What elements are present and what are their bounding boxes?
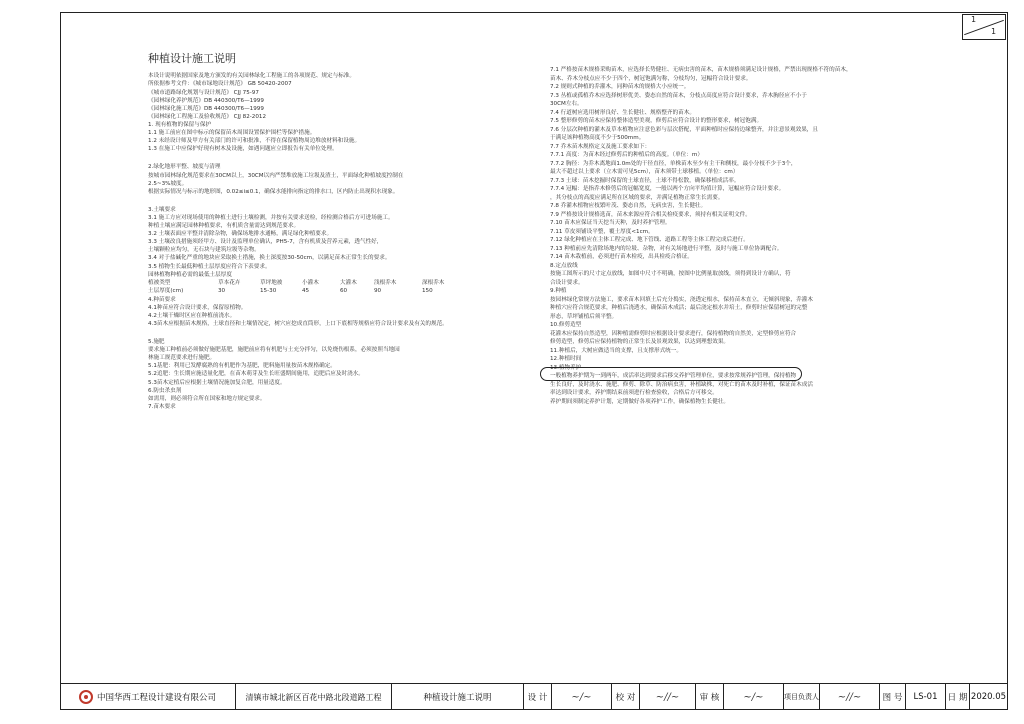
- table-caption: 园林植物种植必需的最低土层厚度: [148, 271, 232, 278]
- text-line: 最大不超过以上要求（立木需可见5cm），苗木须带土球移植。（单位：cm）: [550, 169, 739, 175]
- text-line: 合设计要求。: [550, 279, 584, 286]
- manager-label-cell: [784, 684, 820, 710]
- text-line: 3.4 对于盐碱化严重的地块应采取换土措施，换土深度按30-50cm，以满足苗木正常生长的要求。: [148, 255, 391, 262]
- table-header: 植被类型: [148, 279, 171, 286]
- table-header: 深根乔木: [422, 279, 445, 286]
- date-label-cell: [946, 684, 970, 710]
- intro-block: [148, 72, 528, 121]
- text-line: 林施工规范要求进行施肥。: [148, 355, 216, 362]
- text-line: 率达到设计要求，养护期结束前须进行检查验收，合格后方可移交。: [550, 390, 718, 396]
- drawing-cell: [392, 684, 524, 710]
- date-value: 2020.05: [970, 692, 1007, 702]
- text-line: 1.2 未经设计师及甲方有关部门的许可和批准，不得在保留植物周边堆放材料和设施。: [148, 138, 361, 145]
- drawing-number: LS-01: [913, 692, 938, 702]
- check-label: 校 对: [615, 693, 636, 703]
- text-line: 种植穴应符合规范要求，种植后浇透水，确保苗木成活；最后浇定根水并培土，修剪时应保留树冠的完整: [550, 305, 808, 311]
- dwgno-cell: [906, 684, 946, 710]
- table-header: 小灌木: [302, 279, 319, 286]
- text-line: 13.植物养护: [550, 364, 582, 371]
- company-cell: [60, 684, 236, 710]
- table-cell: 90: [374, 288, 382, 295]
- text-line: 7.7.3 土球：苗木挖掘时保留的土球直径，土球不得松散，确保移植成活率。: [550, 177, 740, 184]
- text-line: 本设计说明依据国家及地方颁发的有关园林绿化工程施工的各项规范、规定与标准。: [148, 73, 355, 80]
- manager-signature: ~//~: [837, 691, 862, 703]
- manager-signature-cell: [820, 684, 880, 710]
- text-line: 于满足该种植物高度不少于500mm。: [550, 135, 645, 141]
- text-line: 按施工图所示的尺寸定点放线，如图中尺寸不明确，按图中比例量取放线，须得到设计方确认，符: [550, 271, 791, 277]
- text-line: 7.4 行道树应选用树形良好、生长健壮、规格整齐的苗木。: [550, 109, 695, 116]
- text-line: 3.3 土壤改良措施须经甲方、设计及监理单位确认，PH5-7，含有机质及营养元素，透气性好，: [148, 239, 383, 246]
- design-signature: ~/~: [571, 691, 592, 703]
- text-line: 《园林绿化养护规范》DB 440300/T6—1999: [148, 97, 264, 104]
- text-line: 3.2 土壤表面应平整并清除杂物，确保场地排水通畅，满足绿化种植要求。: [148, 231, 333, 238]
- text-line: 7.苗木要求: [148, 403, 176, 410]
- text-line: 2.绿化地形平整、坡度与清理: [148, 164, 221, 171]
- text-line: 种植土壤应满足园林种植要求，有机质含量需达到规范要求。: [148, 223, 300, 230]
- text-line: 《城市道路绿化规划与设计规范》 CJJ 75-97: [148, 89, 259, 96]
- table-cell: 30: [218, 288, 226, 295]
- date-cell: [970, 684, 1007, 710]
- dwgno-label-cell: [880, 684, 906, 710]
- text-line: 养护期间须制定养护计划，定期做好各项养护工作，确保植物生长健壮。: [550, 398, 730, 405]
- highlight-oval: [540, 367, 802, 381]
- text-line: 一般植物养护期为一到两年，成活率达到要求后移交养护管理单位，要求按常规养护管理，保持植物: [550, 373, 797, 379]
- soil-depth-table: [148, 271, 528, 296]
- review-signature: ~/~: [743, 691, 764, 703]
- table-header: 草坪地被: [260, 279, 283, 286]
- table-cell: 150: [422, 288, 433, 295]
- table-cell: 土层厚度(cm): [148, 288, 184, 295]
- text-line: 5.施肥: [148, 339, 165, 346]
- text-line: 4.种苗要求: [148, 296, 176, 303]
- text-line: 30CM左右。: [550, 101, 583, 107]
- check-signature: ~//~: [655, 691, 680, 703]
- text-line: 7.7.1 高度：为苗木经过修剪后的种植后的高度。（单位：m）: [550, 152, 703, 158]
- text-line: 如需用，则必须符合所在国家和地方规定要求。: [148, 395, 266, 402]
- text-line: 3.5 植物生长最低种植土层厚度应符合下表要求。: [148, 263, 271, 270]
- text-line: 按城市园林绿化规范要求在30CM以上，30CM以内严禁堆放施工垃圾及渣土，平面绿化种植坡度控制在: [148, 172, 404, 179]
- design-label-cell: [524, 684, 552, 710]
- text-line: 生长良好，及时浇水、施肥、修剪、除草、防治病虫害，补植缺株，对死亡的苗木及时补植，保证苗木成活: [550, 381, 813, 388]
- text-line: 6.防虫杀虫剂: [148, 387, 182, 394]
- text-line: ，其分枝点的高度应满足所在区域的要求，并满足植物正常生长需要。: [550, 194, 724, 201]
- manager-label: 项目负责人: [784, 693, 819, 701]
- text-line: 1. 现有植物的保留与保护: [148, 121, 212, 128]
- check-label-cell: [612, 684, 640, 710]
- page-total: 1: [991, 27, 997, 36]
- text-line: 10.修剪造型: [550, 322, 582, 328]
- text-line: 3.土壤要求: [148, 206, 176, 213]
- text-line: 11.种植后，大树应做适当的支撑，且支撑形式统一。: [550, 347, 682, 354]
- text-line: 12.种植时间: [550, 356, 582, 362]
- page-title: 种植设计施工说明: [148, 52, 236, 65]
- text-line: 7.5 整形修剪的苗木应保持整体造型美观，修剪后应符合设计的整形要求，树冠饱满。: [550, 118, 763, 124]
- text-line: 7.11 草皮须铺设平整，覆土厚度<1cm。: [550, 228, 654, 235]
- project-cell: [236, 684, 392, 710]
- table-header: 浅根乔木: [374, 279, 397, 286]
- review-signature-cell: [724, 684, 784, 710]
- page-current: 1: [971, 15, 977, 24]
- text-line: 7.10 苗木应保证当天挖当天种，及时养护管理。: [550, 220, 671, 226]
- design-label: 设 计: [527, 693, 548, 703]
- text-line: 7.13 种植前应先清除场地内的垃圾、杂物，对有关场地进行平整，及时与施工单位协调配合。: [550, 245, 783, 252]
- text-line: 7.12 绿化种植应在主体工程完成、地下管线、道路工程等主体工程完成后进行。: [550, 237, 749, 243]
- text-line: 苗木、乔木分枝点应不少于四个，树冠饱满匀称，分枝均匀，冠幅符合设计要求。: [550, 75, 752, 82]
- date-label: 日 期: [947, 693, 968, 703]
- text-line: 修剪造型，修剪后应保持植物的正常生长及景观效果，以达到理想效果。: [550, 339, 730, 345]
- table-cell: 60: [340, 288, 348, 295]
- text-line: 《园林绿化工程施工及验收规范》 CJJ 82-2012: [148, 113, 267, 120]
- text-line: 所依据参考文件：《城市绿地设计规范》 GB 50420-2007: [148, 81, 292, 88]
- highlighted-line: 7.14 苗木栽植前，必须进行苗木检疫，出具检疫合格证。: [550, 254, 693, 260]
- text-line: 5.1基肥：利用已发酵腐熟的有机肥作为基肥，肥料施用量按苗木规格确定。: [148, 363, 336, 370]
- project-name: 清镇市城北新区百花中路北段道路工程: [245, 692, 382, 702]
- company-logo-icon: [79, 690, 93, 704]
- text-line: 7.8 乔灌木植物应枝繁叶茂、姿态自然，无病虫害，生长健壮。: [550, 203, 707, 209]
- review-label: 审 核: [699, 693, 720, 703]
- text-line: 1.1 施工前应在图中标示的保留苗木周围设置保护围栏等保护措施。: [148, 130, 316, 137]
- text-line: 7.6 分层次种植的灌木及草本植物应注意色彩与层次搭配，平面种植时应保持边缘整齐，并注意景观效果，且: [550, 126, 818, 133]
- text-line: 8.定点放线: [550, 262, 578, 269]
- text-line: 根据实际情况与标示的地形图，0.02≤i≤0.1，确保水能排向指定的排水口，区内防止出现积水现象。: [148, 188, 399, 195]
- text-line: 4.3苗木应根据苗木规格，土球直径和土壤情况定，树穴应挖成直筒形，上口下底相等规格应符合设计要求及有关的规范。: [148, 320, 448, 327]
- right-column: [550, 66, 990, 406]
- text-line: 5.2追肥：生长期应施适量化肥，在苗木萌芽及生长旺盛期间施用，追肥后应及时浇水。: [148, 371, 364, 378]
- text-line: 5.3苗木定植后应根据土壤情况施加复合肥，用量适度。: [148, 379, 286, 386]
- text-line: 7.7 乔木苗木规格定义及施工要求如下：: [550, 143, 651, 150]
- text-line: 《园林绿化施工规范》DB 440300/T6—1999: [148, 105, 264, 112]
- text-line: 4.2土壤干燥时区应在种植前浇水。: [148, 312, 236, 319]
- text-line: 9.种植: [550, 288, 567, 294]
- table-cell: 15-30: [260, 288, 277, 295]
- section-2: [148, 163, 528, 195]
- text-line: 土壤颗粒应均匀，无石块与建筑垃圾等杂物。: [148, 247, 260, 254]
- text-line: 7.2 规则式种植的乔灌木，同种苗木的规格大小应统一。: [550, 84, 690, 90]
- text-line: 7.3 丛植或孤植乔木应选择树形优美、姿态自然的苗木，分枝点高度应符合设计要求，乔木胸径应不小于: [550, 92, 807, 99]
- review-label-cell: [696, 684, 724, 710]
- text-line: 要求施工种植前必须做好施肥基肥，施肥前应将有机肥与土充分拌匀，以免烧伤根系，必须按照当地园: [148, 347, 400, 354]
- table-cell: 45: [302, 288, 310, 295]
- section-5: [148, 338, 528, 411]
- text-line: 1.3 在施工中应保护好现有树木及设施，如遇问题应立即报告有关单位处理。: [148, 146, 338, 153]
- dwgno-label: 图 号: [882, 693, 903, 703]
- table-header: 草本花卉: [218, 279, 241, 286]
- title-block: [60, 683, 1008, 710]
- text-line: 3.1 施工方应对现场使用的种植土进行土壤检测，并按有关要求送检，经检测合格后方可进场施工。: [148, 214, 394, 221]
- text-line: 4.1种苗应符合设计要求，保留原植物。: [148, 304, 247, 311]
- check-signature-cell: [640, 684, 696, 710]
- page-number-box: [962, 14, 1006, 40]
- text-line: 花灌木应保持自然造型，因种植需修剪时应根据设计要求进行，保持植物的自然美，定型修剪应符合: [550, 330, 797, 337]
- text-line: 7.7.2 胸径：为乔木离地面1.0m处的干径直径，单株苗木至少有主干和侧枝，最小分枝不少于3个，: [550, 160, 797, 167]
- design-signature-cell: [552, 684, 612, 710]
- section-3: [148, 206, 528, 271]
- text-line: 7.1 严格按苗木规格采购苗木，应选择长势健壮、无病虫害的苗木，苗木规格须满足设计规格，严禁出现规格不符的苗木，: [550, 67, 852, 73]
- company-name: 中国华西工程设计建设有限公司: [96, 693, 216, 703]
- text-line: 按园林绿化常规方法施工，要求苗木回填土后充分捣实，浇透定根水，保持苗木直立，无倾斜现象，乔灌木: [550, 296, 813, 303]
- section-1: [148, 121, 528, 153]
- left-column: [148, 52, 528, 411]
- text-line: 7.7.4 冠幅：是指乔木修剪后的冠幅宽度，一般以两个方向平均值计算，冠幅应符合设计要求。: [550, 186, 785, 192]
- text-line: 形态，草坪铺植后须平整。: [550, 313, 618, 320]
- drawing-name: 种植设计施工说明: [423, 693, 492, 703]
- text-line: 2.5~3%坡度。: [148, 180, 188, 187]
- text-line: 7.9 严格按设计规格选苗，苗木来源应符合相关检疫要求，须持有相关证明文件。: [550, 211, 751, 218]
- table-header: 大灌木: [340, 279, 357, 286]
- section-4: [148, 296, 528, 328]
